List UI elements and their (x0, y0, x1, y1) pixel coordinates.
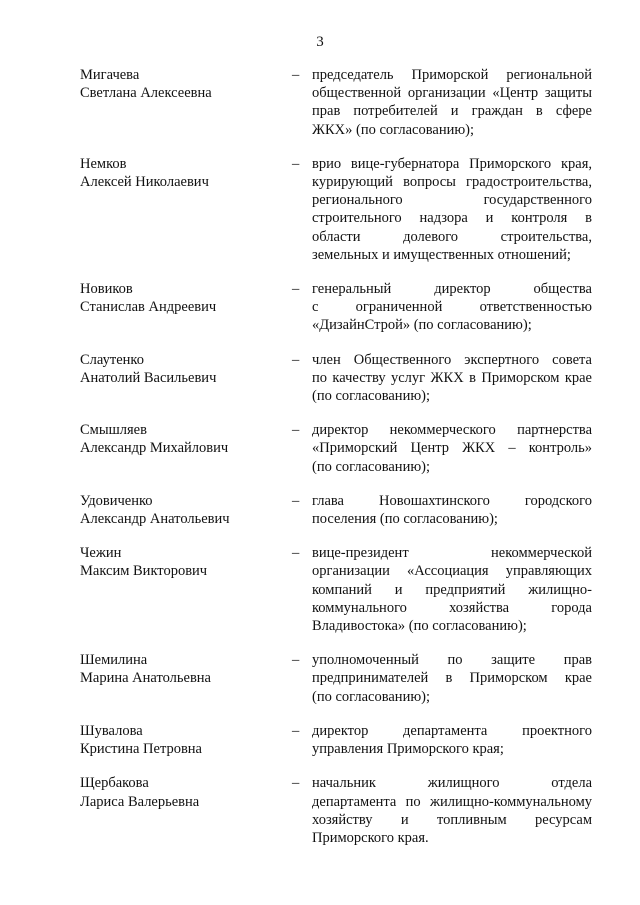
member-position (312, 492, 592, 528)
member-given-names: Светлана Алексеевна (80, 85, 212, 102)
member-position (312, 651, 592, 706)
member-name (80, 155, 292, 191)
position-line: общественной организации «Центр защиты (312, 85, 592, 102)
member-given-names: Станислав Андреевич (80, 299, 217, 316)
position-line: директор департамента проектного (312, 722, 592, 739)
member-given-names: Александр Анатольевич (80, 511, 230, 528)
position-line: (по согласованию); (312, 458, 431, 475)
member-position (312, 155, 592, 264)
position-line: компаний и предприятий жилищно- (312, 581, 592, 598)
position-line: «Приморский Центр ЖКХ – контроль» (312, 440, 592, 457)
position-line: регионального государственного (312, 192, 592, 209)
dash-separator: – (292, 722, 300, 739)
position-line: председатель Приморской региональной (312, 67, 592, 83)
position-line: строительного надзора и контроля в (312, 210, 592, 227)
member-surname: Мигачева (80, 67, 140, 83)
member-given-names: Анатолий Васильевич (80, 369, 217, 386)
member-surname: Новиков (80, 281, 133, 298)
position-line: глава Новошахтинского городского (312, 492, 592, 509)
member-surname: Шемилина (80, 652, 148, 669)
member-position (312, 544, 592, 635)
member-given-names: Максим Викторович (80, 563, 208, 580)
position-line: организации «Ассоциация управляющих (312, 563, 592, 580)
member-name (80, 351, 292, 387)
member-surname: Шувалова (80, 722, 143, 739)
position-line: поселения (по согласованию); (312, 511, 498, 528)
position-line: «ДизайнСтрой» (по согласованию); (312, 317, 532, 334)
member-name (80, 544, 292, 580)
member-surname: Удовиченко (80, 492, 153, 509)
dash-separator: – (292, 545, 300, 562)
member-entry (80, 492, 592, 528)
member-entry (80, 351, 592, 406)
dash-separator: – (292, 422, 300, 439)
dash-separator: – (292, 155, 300, 172)
position-line: предпринимателей в Приморском крае (312, 670, 592, 687)
member-name (80, 774, 292, 810)
member-surname: Смышляев (80, 422, 147, 439)
member-position (312, 66, 592, 139)
position-line: коммунального хозяйства города (312, 599, 592, 616)
member-entry (80, 280, 592, 335)
dash-separator: – (292, 775, 300, 792)
member-name (80, 280, 292, 316)
position-line: врио вице-губернатора Приморского края, (312, 155, 592, 172)
position-line: ЖКХ» (по согласованию); (312, 121, 475, 138)
position-line: области долевого строительства, (312, 228, 592, 245)
position-line: вице-президент некоммерческой (312, 545, 592, 562)
member-name (80, 66, 292, 102)
position-line: земельных и имущественных отношений; (312, 246, 571, 263)
member-surname: Слаутенко (80, 351, 144, 368)
member-given-names: Кристина Петровна (80, 741, 202, 758)
dash-separator: – (292, 652, 300, 669)
position-line: Приморского края. (312, 829, 429, 846)
member-name (80, 492, 292, 528)
position-line: уполномоченный по защите прав (312, 652, 592, 669)
position-line: Владивостока» (по согласованию); (312, 618, 527, 635)
member-position (312, 351, 592, 406)
member-position (312, 280, 592, 335)
member-given-names: Лариса Валерьевна (80, 793, 200, 810)
member-given-names: Марина Анатольевна (80, 670, 211, 687)
member-position (312, 774, 592, 847)
position-line: прав потребителей и граждан в сфере (312, 103, 592, 120)
position-line: член Общественного экспертного совета (312, 351, 592, 368)
member-entry (80, 722, 592, 758)
member-given-names: Александр Михайлович (80, 440, 229, 457)
position-line: директор некоммерческого партнерства (312, 422, 592, 439)
page-number: 3 (316, 34, 324, 50)
dash-separator: – (292, 351, 300, 368)
member-surname: Щербакова (80, 775, 149, 792)
member-name (80, 722, 292, 758)
position-line: начальник жилищного отдела (312, 775, 592, 792)
member-list (80, 66, 592, 847)
dash-separator: – (292, 67, 300, 83)
member-entry (80, 651, 592, 706)
member-given-names: Алексей Николаевич (80, 174, 209, 191)
position-line: (по согласованию); (312, 388, 431, 405)
dash-separator: – (292, 281, 300, 298)
member-name (80, 651, 292, 687)
position-line: с ограниченной ответственностью (312, 299, 592, 316)
member-entry (80, 774, 592, 847)
member-position (312, 421, 592, 476)
member-entry (80, 544, 592, 635)
position-line: управления Приморского края; (312, 741, 504, 758)
member-surname: Немков (80, 155, 127, 172)
position-line: департамента по жилищно-коммунальному (312, 793, 592, 810)
position-line: (по согласованию); (312, 688, 431, 705)
position-line: курирующий вопросы градостроительства, (312, 174, 592, 191)
position-line: хозяйству и топливным ресурсам (312, 811, 592, 828)
position-line: по качеству услуг ЖКХ в Приморском крае (312, 369, 592, 386)
member-entry (80, 66, 592, 139)
member-surname: Чежин (80, 545, 122, 562)
member-position (312, 722, 592, 758)
member-entry (80, 421, 592, 476)
member-entry (80, 155, 592, 264)
member-name (80, 421, 292, 457)
position-line: генеральный директор общества (312, 281, 592, 298)
dash-separator: – (292, 492, 300, 509)
